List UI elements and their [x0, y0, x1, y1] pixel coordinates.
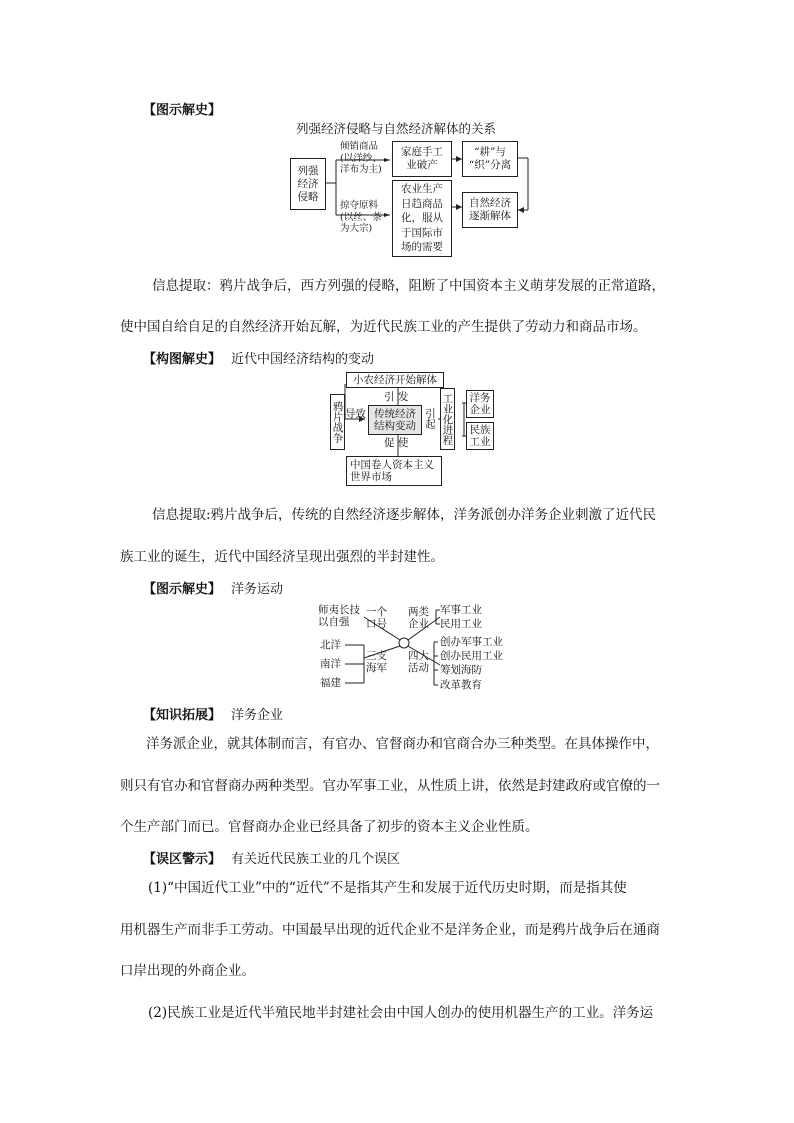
- diagram1-left-box: 列强 经济 侵略: [290, 158, 326, 210]
- diagram2-yinfa-label: 引 发: [384, 391, 409, 403]
- section4-para-line2: 则只有官办和官督商办两种类型。官办军事工业，从性质上讲，依然是封建政府或官僚的一: [120, 778, 660, 794]
- diagram2-opium-box: 鸦片战争: [330, 394, 345, 450]
- section4-header-tag: 【知识拓展】: [143, 708, 222, 723]
- diagram3-navy-item-0: 北洋: [320, 639, 341, 651]
- diagram3-activity-2: 筹划海防: [440, 664, 482, 676]
- section5-header-tag: 【误区警示】: [143, 852, 222, 867]
- section3-header: [143, 578, 283, 597]
- diagram3-activity-label: 四大 活动: [408, 650, 429, 674]
- section5-header: [143, 848, 400, 867]
- diagram1-label-top: 倾销商品 (以洋纱、 洋布为主): [340, 141, 382, 175]
- section4-para-line3: 个生产部门而已。官督商办企业已经具备了初步的资本主义企业性质。: [120, 819, 539, 835]
- diagram3-navy-item-1: 南洋: [320, 658, 341, 670]
- diagram3-slogan-text: 师夷长技 以自强: [318, 604, 360, 628]
- diagram2-yangwu-box: 洋务 企业: [466, 390, 494, 418]
- section5-para-line2: 用机器生产而非手工劳动。中国最早出现的近代企业不是洋务企业，而是鸦片战争后在通商: [120, 922, 660, 938]
- section5-header-title: 有关近代民族工业的几个误区: [231, 852, 401, 867]
- diagram3-activity-1: 创办民用工业: [440, 650, 503, 662]
- section4-header-title: 洋务企业: [231, 708, 284, 723]
- diagram1-box-geng: “耕”与 “织”分离: [462, 141, 518, 177]
- section5-para-line1: (1)“中国近代工业”中的“近代”不是指其产生和发展于近代历史时期，而是指其使: [148, 880, 627, 896]
- section5-para-line4: (2)民族工业是近代半殖民地半封建社会由中国人创办的使用机器生产的工业。洋务运: [148, 1005, 654, 1021]
- diagram2-top-box: 小农经济开始解体: [346, 372, 444, 388]
- section3-header-title: 洋务运动: [231, 582, 284, 597]
- diagram2-industrialization-box: 工业化进程: [440, 388, 455, 450]
- diagram2-cujin-label: 促 使: [384, 437, 409, 449]
- diagram3-navy-item-2: 福建: [320, 677, 341, 689]
- diagram2-lead-label: 导致: [345, 408, 366, 420]
- diagram3-navy-label: 三支 海军: [366, 650, 387, 674]
- diagram2-minzu-box: 民族 工业: [466, 422, 494, 450]
- section1-header: 【图示解史】: [143, 103, 222, 118]
- section4-header: [143, 704, 283, 723]
- section5-para-line3: 口岸出现的外商企业。: [120, 963, 255, 979]
- section1-info-line1: 信息提取：鸦片战争后，西方列强的侵略，阻断了中国资本主义萌芽发展的正常道路，: [152, 278, 665, 294]
- section4-para-line1: 洋务派企业，就其体制而言，有官办、官督商办和官商合办三种类型。在具体操作中，: [146, 736, 659, 752]
- diagram2-yinqi-label: 引起: [424, 408, 436, 429]
- diagram3-activity-0: 创办军事工业: [440, 636, 503, 648]
- diagram2-center-box: 传统经济 结构变动: [368, 405, 422, 435]
- diagram3-enterprise-1: 民用工业: [440, 618, 482, 630]
- section2-info-line1: 信息提取:鸦片战争后，传统的自然经济逐步解体，洋务派创办洋务企业刺激了近代民: [152, 507, 657, 523]
- section2-header: [143, 348, 374, 367]
- section2-header-title: 近代中国经济结构的变动: [231, 352, 375, 367]
- diagram1-box-natural: 自然经济 逐渐解体: [462, 192, 518, 228]
- section1-info-line2: 使中国自给自足的自然经济开始瓦解，为近代民族工业的产生提供了劳动力和商品市场。: [120, 319, 647, 335]
- section2-header-tag: 【构图解史】: [143, 352, 222, 367]
- section3-header-tag: 【图示解史】: [143, 582, 222, 597]
- section2-info-line2: 族工业的诞生，近代中国经济呈现出强烈的半封建性。: [120, 549, 444, 565]
- diagram3-slogan-label: 一个 口号: [366, 606, 387, 630]
- diagram2-bottom-box: 中国卷人资本主义 世界市场: [346, 456, 442, 486]
- diagram1-box-home: 家庭手工 业破产: [392, 141, 452, 177]
- diagram3-enterprise-label: 两类 企业: [408, 606, 429, 630]
- diagram1-title: 列强经济侵略与自然经济解体的关系: [296, 121, 497, 136]
- diagram1-box-agri: 农业生产 日趋商品 化，服从 于国际市 场的需要: [392, 180, 452, 257]
- diagram3-enterprise-0: 军事工业: [440, 604, 482, 616]
- diagram1-label-bottom: 掠夺原料 (以丝、茶 为大宗): [340, 200, 382, 234]
- diagram3-activity-3: 改革教育: [440, 679, 482, 691]
